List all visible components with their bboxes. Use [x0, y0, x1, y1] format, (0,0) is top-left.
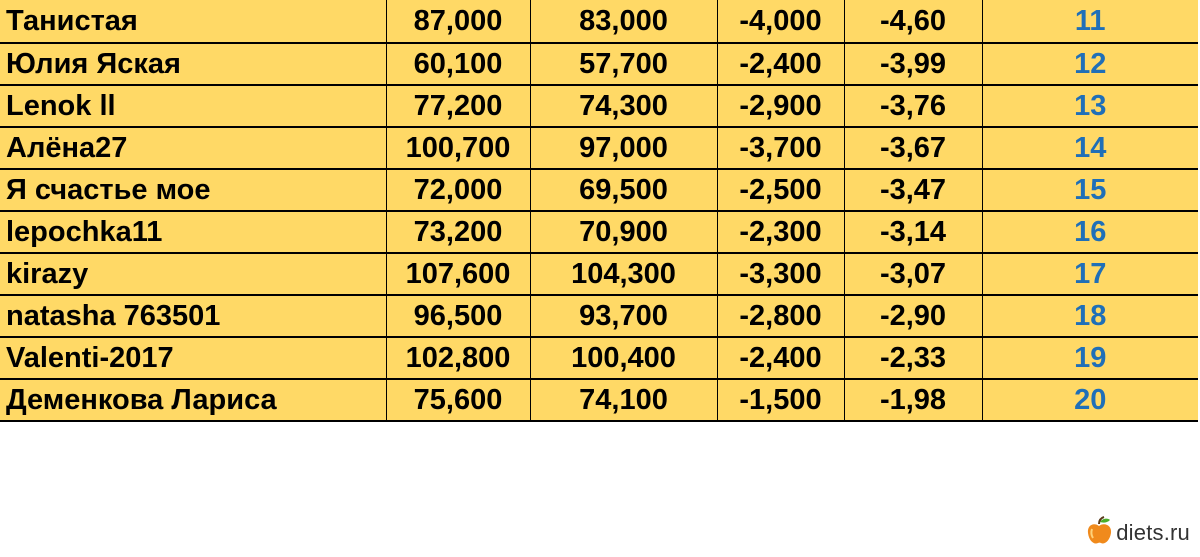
participant-name: Я счастье мое: [0, 169, 386, 211]
rank-number: 18: [982, 295, 1198, 337]
table-row: [0, 337, 1198, 379]
participant-name: Танистая: [6, 5, 138, 37]
percent-change: -3,67: [844, 127, 982, 169]
start-weight: 87,000: [386, 0, 530, 43]
start-weight: 107,600: [386, 253, 530, 295]
participant-name: natasha 763501: [0, 295, 386, 337]
participant-name: Юлия Яская: [0, 43, 386, 85]
weight-difference: -4,000: [717, 0, 844, 43]
rank-number: 19: [982, 337, 1198, 379]
current-weight: 97,000: [530, 127, 717, 169]
weight-difference: -2,300: [717, 211, 844, 253]
table-row: [0, 43, 1198, 85]
percent-change: -2,33: [844, 337, 982, 379]
start-weight: 100,700: [386, 127, 530, 169]
weight-difference: -2,400: [717, 337, 844, 379]
current-weight: 70,900: [530, 211, 717, 253]
table-row: [0, 211, 1198, 253]
table-row: [0, 0, 1198, 43]
participant-name: lepochka11: [0, 211, 386, 253]
current-weight: 57,700: [530, 43, 717, 85]
weight-difference: -3,700: [717, 127, 844, 169]
current-weight: 104,300: [530, 253, 717, 295]
start-weight: 72,000: [386, 169, 530, 211]
start-weight: 73,200: [386, 211, 530, 253]
current-weight: 100,400: [530, 337, 717, 379]
current-weight: 83,000: [530, 0, 717, 43]
start-weight: 75,600: [386, 379, 530, 421]
weight-difference: -2,900: [717, 85, 844, 127]
weight-difference: -2,500: [717, 169, 844, 211]
percent-change: -2,90: [844, 295, 982, 337]
current-weight: 74,100: [530, 379, 717, 421]
current-weight: 69,500: [530, 169, 717, 211]
table-row: [0, 295, 1198, 337]
rank-number: 16: [982, 211, 1198, 253]
table-row: [0, 253, 1198, 295]
percent-change: -3,47: [844, 169, 982, 211]
participant-name: Valenti-2017: [0, 337, 386, 379]
watermark: [1086, 517, 1190, 549]
rank-number: 15: [982, 169, 1198, 211]
table-row: [0, 85, 1198, 127]
start-weight: 77,200: [386, 85, 530, 127]
table-row: [0, 127, 1198, 169]
start-weight: 96,500: [386, 295, 530, 337]
weight-difference: -3,300: [717, 253, 844, 295]
participant-name: Деменкова Лариса: [0, 379, 386, 421]
percent-change: -3,07: [844, 253, 982, 295]
rank-number: 14: [982, 127, 1198, 169]
current-weight: 93,700: [530, 295, 717, 337]
start-weight: 60,100: [386, 43, 530, 85]
rank-number: 11: [982, 0, 1198, 43]
percent-change: -1,98: [844, 379, 982, 421]
weight-difference: -2,800: [717, 295, 844, 337]
participant-name: kirazy: [0, 253, 386, 295]
current-weight: 74,300: [530, 85, 717, 127]
start-weight: 102,800: [386, 337, 530, 379]
percent-change: -3,14: [844, 211, 982, 253]
percent-change: -3,76: [844, 85, 982, 127]
rank-number: 13: [982, 85, 1198, 127]
percent-change: -4,60: [844, 0, 982, 43]
table-row: [0, 379, 1198, 421]
rank-number: 12: [982, 43, 1198, 85]
rank-number: 20: [982, 379, 1198, 421]
percent-change: -3,99: [844, 43, 982, 85]
weight-difference: -1,500: [717, 379, 844, 421]
participant-name: Lenok ll: [0, 85, 386, 127]
watermark-text: diets.ru: [1116, 520, 1190, 545]
table-row: [0, 169, 1198, 211]
apple-icon: [1086, 516, 1112, 551]
weight-difference: -2,400: [717, 43, 844, 85]
rank-number: 17: [982, 253, 1198, 295]
participant-name: Алёна27: [0, 127, 386, 169]
